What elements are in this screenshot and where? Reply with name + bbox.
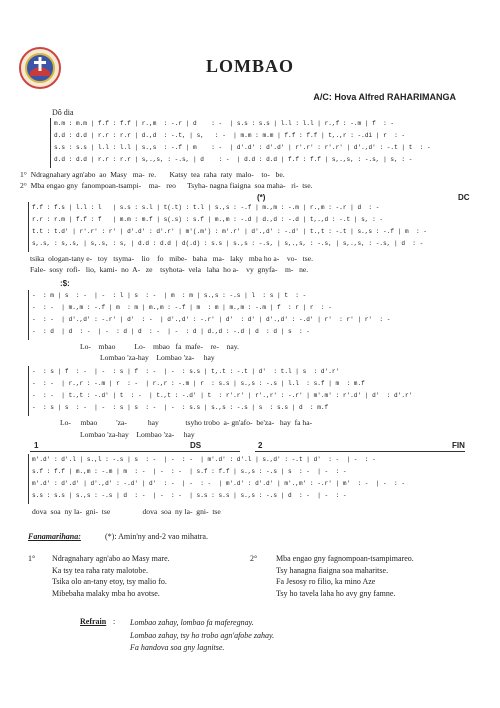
verse-line: Fa Jesosy ro filio, ka mino Aze xyxy=(276,577,376,586)
marker-segno: :$: xyxy=(60,279,70,288)
volta-1-line xyxy=(30,451,240,452)
verse-line: Mba engao gny fagnompoan-tsampimareo. xyxy=(276,554,414,563)
volta-1-label: 1 xyxy=(34,441,39,450)
system-4-row-2: - : - | r.,r : -.m | r : - | r.,r : -.m | r : s.s | s.,s : -.s | l.l : s.f | m : m.f xyxy=(32,380,365,387)
verse-line: Tsy hanagna fiaigna soa maharitse. xyxy=(276,565,389,575)
refrain-text xyxy=(130,617,274,655)
volta-2-label: 2 xyxy=(258,441,263,450)
verse-line: Tsy ho tavela laha ho avy gny famne. xyxy=(276,588,396,598)
key-signature: Dô dia xyxy=(52,108,74,117)
system-3-row-2: - : - | m.,m : -.f | m : m | m.,m : -.f | m : m | m.,m : -.m | f : r | r : - xyxy=(32,304,332,311)
system-3-lyrics-1: Lo- mbao Lo- mbao fa mafe- re- nay. xyxy=(80,342,239,351)
verse-line: Tsika olo an-tany etoy, tsy malio fo. xyxy=(52,577,167,586)
system-5-row-1: m'.d' : d'.l | s.,l : -.s | s : - | - : - | m'.d' : d'.l | s.,d' : -.t | d' : - | - : - xyxy=(32,456,376,463)
system-1-lyrics-verse-2: 2° Mba engao gny fanompoan-tsampi- ma- reo Tsyha- nagna fiaigna soa maha- ri- tse. xyxy=(20,181,313,190)
system-5-bracket xyxy=(28,454,29,504)
marker-star: (*) xyxy=(257,193,266,202)
system-1-row-1: m.m : m.m | f.f : f.f | r.,m : -.r | d : - | s.s : s.s | l.l : l.l | r.,f : -.m | f : - xyxy=(54,120,395,127)
notes-text: (*): Amin'ny and-2 vao mihatra. xyxy=(105,532,208,541)
system-3-row-1: - : m | s : - | - : l | s : - | m : m | s.,s : -.s | l : s | t : - xyxy=(32,292,307,299)
system-5-row-3: m'.d' : d'.d' | d'.,d' : -.d' | d' : - | - : - | m'.d' : d'.d' | m'.,m' : -.r' | m' : - | - : - xyxy=(32,480,405,487)
volta-fin-label: FIN xyxy=(452,441,465,450)
volta-2-line xyxy=(255,451,465,452)
system-2-lyrics-verse-2: Fale- sosy rofi- lio, kami- no A- ze tsyhota- vela laha ho a- vy gnyfa- m- ne. xyxy=(30,265,309,274)
refrain-label: Refrain xyxy=(80,617,107,626)
system-5-row-4: s.s : s.s | s.,s : -.s | d : - | - : - | s.s : s.s | s.,s : -.s | d : - | - : - xyxy=(32,492,347,499)
system-4-row-1: - : s | f : - | - : s | f : - | - : s.s | t,.t : -.t | d' : t.l | s : d'.r' xyxy=(32,368,340,375)
system-3-bracket xyxy=(28,290,29,340)
refrain-colon: : xyxy=(113,617,116,626)
system-2-row-4: s,.s, : s,.s, | s,.s, : s, | d.d : d.d | d(.d) : s.s | s.,s : -.s, | s,.,s, : -.s, | s,.,s, : -.s, | d : - xyxy=(32,240,424,247)
system-3-row-4: - : d | d : - | - : d | d : - | - : d | d.,d : -.d | d : d | s : - xyxy=(32,328,310,335)
system-4-bracket xyxy=(28,366,29,416)
system-2-row-3: t.t : t.d' | r'.r' : r' | d'.d' : d'.r' | m'(.m') : m'.r' | d'.,d' : -.d' | t.,t : -.t | s.,s : -.f | m : - xyxy=(32,228,427,235)
verse-line: Ndragnahary agn'abo ao Masy mare. xyxy=(52,554,170,563)
system-5-lyrics: dova soa ny la- gni- tse dova soa ny la- gni- tse xyxy=(32,507,221,516)
song-author: A/C: Hova Alfred RAHARIMANGA xyxy=(313,92,456,102)
system-1-row-4: d.d : d.d | r.r : r.r | s,.,s, : -.s, | d : - | d.d : d.d | f.f : f.f | s,.,s, : -.s, | s, : - xyxy=(54,156,413,163)
system-1-bracket xyxy=(50,118,51,168)
marker-dc: DC xyxy=(458,193,470,202)
verse-1-number: 1° xyxy=(28,554,36,563)
system-2-bracket xyxy=(28,202,29,252)
verse-2-number: 2° xyxy=(250,554,258,563)
system-2-lyrics-verse-1: tsika ologan-tany e- toy tsyma- lio fo mibe- baha ma- laky mba ho a- vo- tse. xyxy=(30,254,314,263)
system-1-row-2: d.d : d.d | r.r : r.r | d.,d : -.t, | s, : - | m.m : m.m | f.f : f.f | t,.,r : -.di | r : - xyxy=(54,132,406,139)
system-4-lyrics-2: Lombao 'za-hay Lombao 'za- hay xyxy=(80,430,195,439)
volta-ds-label: DS xyxy=(190,441,202,450)
system-4-row-4: - : s | s : - | - : s | s : - | - : s.s | s.,s : -.s | s : s.s | d : m.f xyxy=(32,404,329,411)
verse-line: Mibebaha malaky mba ho avotse. xyxy=(52,588,160,598)
system-3-lyrics-2: Lombao 'za-hay Lombao 'za- hay xyxy=(100,353,215,362)
refrain-line: Fa handova soa gny lagnitse. xyxy=(130,643,225,652)
notes-label: Fanamarihana: xyxy=(28,532,81,541)
system-1-lyrics-verse-1: 1° Ndragnahary agn'abo ao Masy ma- re. Katsy tea raha raty malo- to- be. xyxy=(20,170,285,179)
system-2-row-1: f.f : f.s | l.l : l | s.s : s.l | t(.t) : t.l | s.,s : -.f | m.,m : -.m | r.,m : -.r | d : - xyxy=(32,204,380,211)
refrain-line: Lombao zahay, lombao fa maferegnay. xyxy=(130,618,254,627)
verse-1 xyxy=(52,553,170,599)
system-1-row-3: s.s : s.s | l.l : l.l | s.,s : -.f | m : - | d'.d' : d'.d' | r'.r' : r'.r' | d'.,d' : -.t | t : - xyxy=(54,144,431,151)
system-4-lyrics-1: Lo- mbao 'za- hay tsyho trobo a- gn'afo- be'za- hay fa ha- xyxy=(60,418,313,427)
system-3-row-3: - : - | d'.,d' : -.r' | d' : - | d'.,d' : -.r' | d' : d' | d'.,d' : -.d' | r' : r' | r' : - xyxy=(32,316,391,323)
verse-line: Ka tsy tea raha raty malotobe. xyxy=(52,565,148,575)
system-4-row-3: - : - | t.,t : -.d' | t : - | t.,t : -.d' | t : r'.r' | r'.,r' : -.r' | m'.m' : r'.d' | d' : d'.r' xyxy=(32,392,413,399)
song-title: LOMBAO xyxy=(205,56,294,76)
system-2-row-2: r.r : r.m | f.f : f | m.m : m.f | s(.s) : s.f | m.,m : -.d | d.,d : -.d | t,.,d : -.t | s, : - xyxy=(32,216,384,223)
refrain-line: Lombao zahay, tsy ho trobo agn'afobe zahay. xyxy=(130,630,275,640)
system-5-row-2: s.f : f.f | m.,m : -.m | m : - | - : - | s.f : f.f | s.,s : -.s | s : - | - : - xyxy=(32,468,347,475)
verse-2 xyxy=(276,553,414,599)
